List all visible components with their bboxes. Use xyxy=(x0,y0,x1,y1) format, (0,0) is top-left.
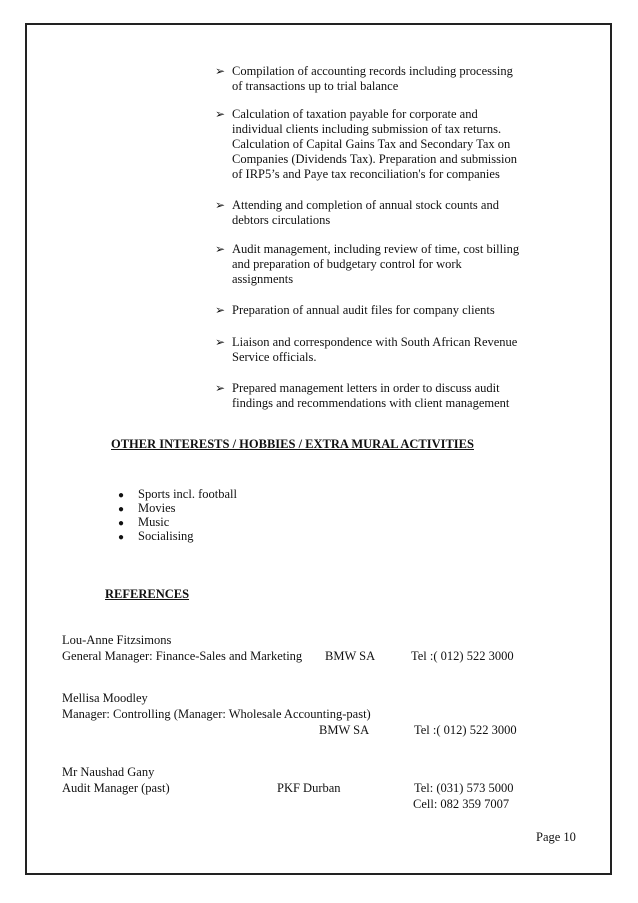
duty-line: Liaison and correspondence with South African Revenue xyxy=(232,335,518,349)
bullet-dot-icon: ● xyxy=(118,518,125,529)
duty-line: assignments xyxy=(232,272,294,286)
reference-role: General Manager: Finance-Sales and Marketing xyxy=(62,649,303,663)
bullet-dot-icon: ● xyxy=(118,532,125,543)
interest-item: Movies xyxy=(138,501,176,515)
duty-line: Calculation of Capital Gains Tax and Secondary Tax on xyxy=(232,137,511,151)
bullet-dot-icon: ● xyxy=(118,504,125,515)
duty-line: Audit management, including review of time, cost billing xyxy=(232,242,520,256)
arrow-bullet-icon: ➢ xyxy=(215,198,226,212)
duty-line: of transactions up to trial balance xyxy=(232,79,399,93)
reference-tel: Tel :( 012) 522 3000 xyxy=(414,723,517,737)
duty-line: debtors circulations xyxy=(232,213,331,227)
reference-name: Mellisa Moodley xyxy=(62,691,148,705)
references-heading: REFERENCES xyxy=(105,587,190,601)
reference-company: BMW SA xyxy=(325,649,376,663)
duty-line: findings and recommendations with client management xyxy=(232,396,510,410)
interest-item: Music xyxy=(138,515,170,529)
duty-line: Compilation of accounting records including processing xyxy=(232,64,513,78)
reference-name: Lou-Anne Fitzsimons xyxy=(62,633,172,647)
duty-line: Prepared management letters in order to discuss audit xyxy=(232,381,500,395)
duty-line: Calculation of taxation payable for corporate and xyxy=(232,107,478,121)
arrow-bullet-icon: ➢ xyxy=(215,242,226,256)
reference-role: Audit Manager (past) xyxy=(62,781,170,795)
interests-heading: OTHER INTERESTS / HOBBIES / EXTRA MURAL ACTIVITIES xyxy=(111,437,474,451)
arrow-bullet-icon: ➢ xyxy=(215,335,226,349)
arrow-bullet-icon: ➢ xyxy=(215,303,226,317)
duty-line: Service officials. xyxy=(232,350,317,364)
arrow-bullet-icon: ➢ xyxy=(215,64,226,78)
duty-line: Attending and completion of annual stock counts and xyxy=(232,198,499,212)
duty-line: Preparation of annual audit files for company clients xyxy=(232,303,495,317)
interest-item: Socialising xyxy=(138,529,194,543)
page-number: Page 10 xyxy=(536,830,576,844)
duty-line: Companies (Dividends Tax). Preparation and submission xyxy=(232,152,517,166)
reference-cell: Cell: 082 359 7007 xyxy=(413,797,510,811)
arrow-bullet-icon: ➢ xyxy=(215,381,226,395)
duty-line: individual clients including submission of tax returns. xyxy=(232,122,502,136)
reference-name: Mr Naushad Gany xyxy=(62,765,155,779)
arrow-bullet-icon: ➢ xyxy=(215,107,226,121)
reference-company: BMW SA xyxy=(319,723,370,737)
reference-role: Manager: Controlling (Manager: Wholesale Accounting-past) xyxy=(62,707,371,721)
reference-tel: Tel :( 012) 522 3000 xyxy=(411,649,514,663)
bullet-dot-icon: ● xyxy=(118,490,125,501)
duty-line: of IRP5’s and Paye tax reconciliation's for companies xyxy=(232,167,500,181)
interest-item: Sports incl. football xyxy=(138,487,237,501)
reference-tel: Tel: (031) 573 5000 xyxy=(414,781,514,795)
reference-company: PKF Durban xyxy=(277,781,341,795)
duty-line: and preparation of budgetary control for work xyxy=(232,257,462,271)
